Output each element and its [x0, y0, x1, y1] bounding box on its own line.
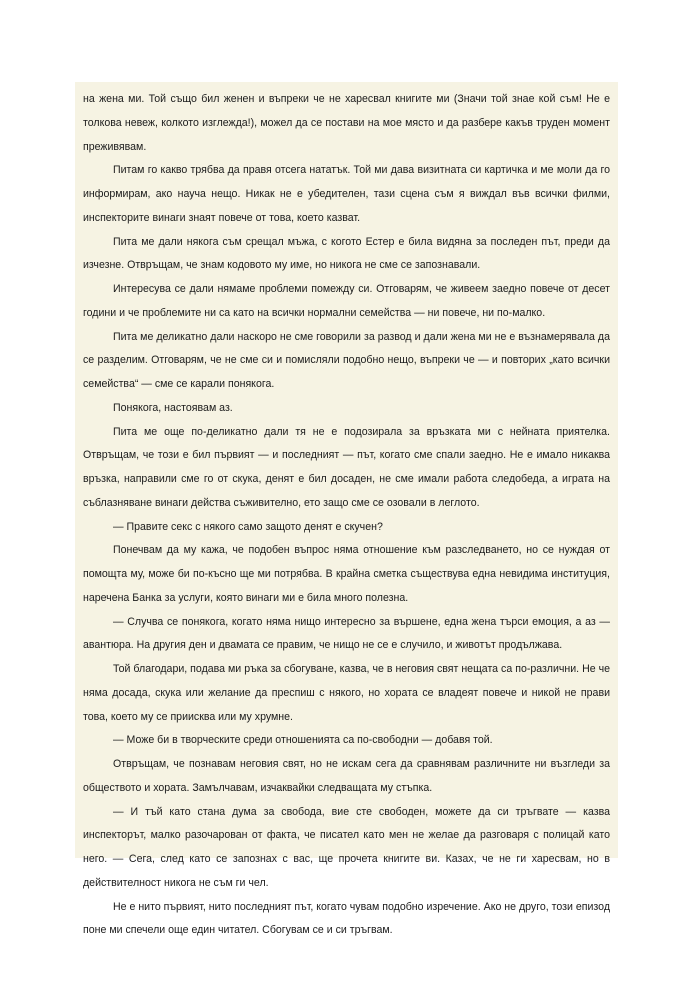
- paragraph: Отвръщам, че познавам неговия свят, но не искам сега да сравнявам различните ни възгледи за обществото и хората. Замълчавам, изчаквайки следващата му стъпка.: [83, 758, 610, 794]
- paragraph: Понечвам да му кажа, че подобен въпрос няма отношение към разследването, но се нуждая от помощта му, може би по-късно ще ми потрябва. В крайна сметка съществува една невидима институция, наречена Банка за услуги, която винаги ми е била много полезна.: [83, 544, 610, 604]
- paragraph: Интересува се дали нямаме проблеми помежду си. Отговарям, че живеем заедно повече от десет години и че проблемите ни са като на всички нормални семейства — ни повече, ни по-малко.: [83, 283, 610, 319]
- paragraph: Понякога, настоявам аз.: [113, 401, 233, 414]
- paragraph: Питам го какво трябва да правя отсега нататък. Той ми дава визитната си картичка и ме моли да го информирам, ако науча нещо. Никак не е убедителен, тази сцена съм я виждал във всички филми, инспекторите винаги знаят повече от това, което казват.: [83, 164, 610, 224]
- dialogue-line: — И тъй като стана дума за свобода, вие сте свободен, можете да си тръгвате — казва инспекторът, малко разочарован от факта, че писател като мен не желае да разговаря с полицай като него. — Сега, след като се запознах с вас, ще прочета книгите ви. Казах, че не ги харесвам, но в действителност никога не съм ги чел.: [83, 805, 610, 889]
- dialogue-line: — Може би в творческите среди отношенията са по-свободни — добавя той.: [113, 734, 493, 747]
- paragraph: Той благодари, подава ми ръка за сбогуване, казва, че в неговия свят нещата са по-различни. Не че няма досада, скука или желание да преспиш с някого, но хората се владеят повече и никой не прави това, което му се приисква или му хрумне.: [83, 663, 610, 723]
- paragraph: Пита ме дали някога съм срещал мъжа, с когото Естер е била видяна за последен път, преди да изчезне. Отвръщам, че знам кодовото му име, но никога не сме се запознавали.: [83, 235, 610, 272]
- paragraph: Не е нито първият, нито последният път, когато чувам подобно изречение. Ако не друго, този епизод поне ми спечели още един читател. Сбогувам се и си тръгвам.: [83, 900, 610, 937]
- paragraph: Пита ме деликатно дали наскоро не сме говорили за развод и дали жена ми не е възнамерявала да се разделим. Отговарям, че не сме си и помисляли подобно нещо, въпреки че — и повторих „като всички семейства“ — сме се карали понякога.: [83, 330, 610, 390]
- paragraph-continuation: на жена ми. Той също бил женен и въпреки че не харесвал книгите ми (Значи той знае кой съм! Не е толкова невеж, колкото изглежда!), можел да се постави на мое място и да разбере какъв труден момент преживявам.: [83, 93, 610, 153]
- paragraph: Пита ме още по-деликатно дали тя не е подозирала за връзката ми с нейната приятелка. Отвръщам, че този е бил първият — и последният — път, когато сме спали заедно. Не е имало никаква връзка, направили сме го от скука, денят е бил досаден, не сме имали работа следобеда, а играта на съблазняване винаги действа съживително, ето защо сме се озовали в леглото.: [83, 425, 610, 509]
- dialogue-line: — Случва се понякога, когато няма нищо интересно за вършене, една жена търси емоция, а аз — авантюра. На другия ден и двамата се правим, че нищо не се е случило, и животът продължава.: [83, 615, 610, 652]
- dialogue-line: — Правите секс с някого само защото денят е скучен?: [113, 520, 383, 533]
- text-block: [75, 82, 618, 937]
